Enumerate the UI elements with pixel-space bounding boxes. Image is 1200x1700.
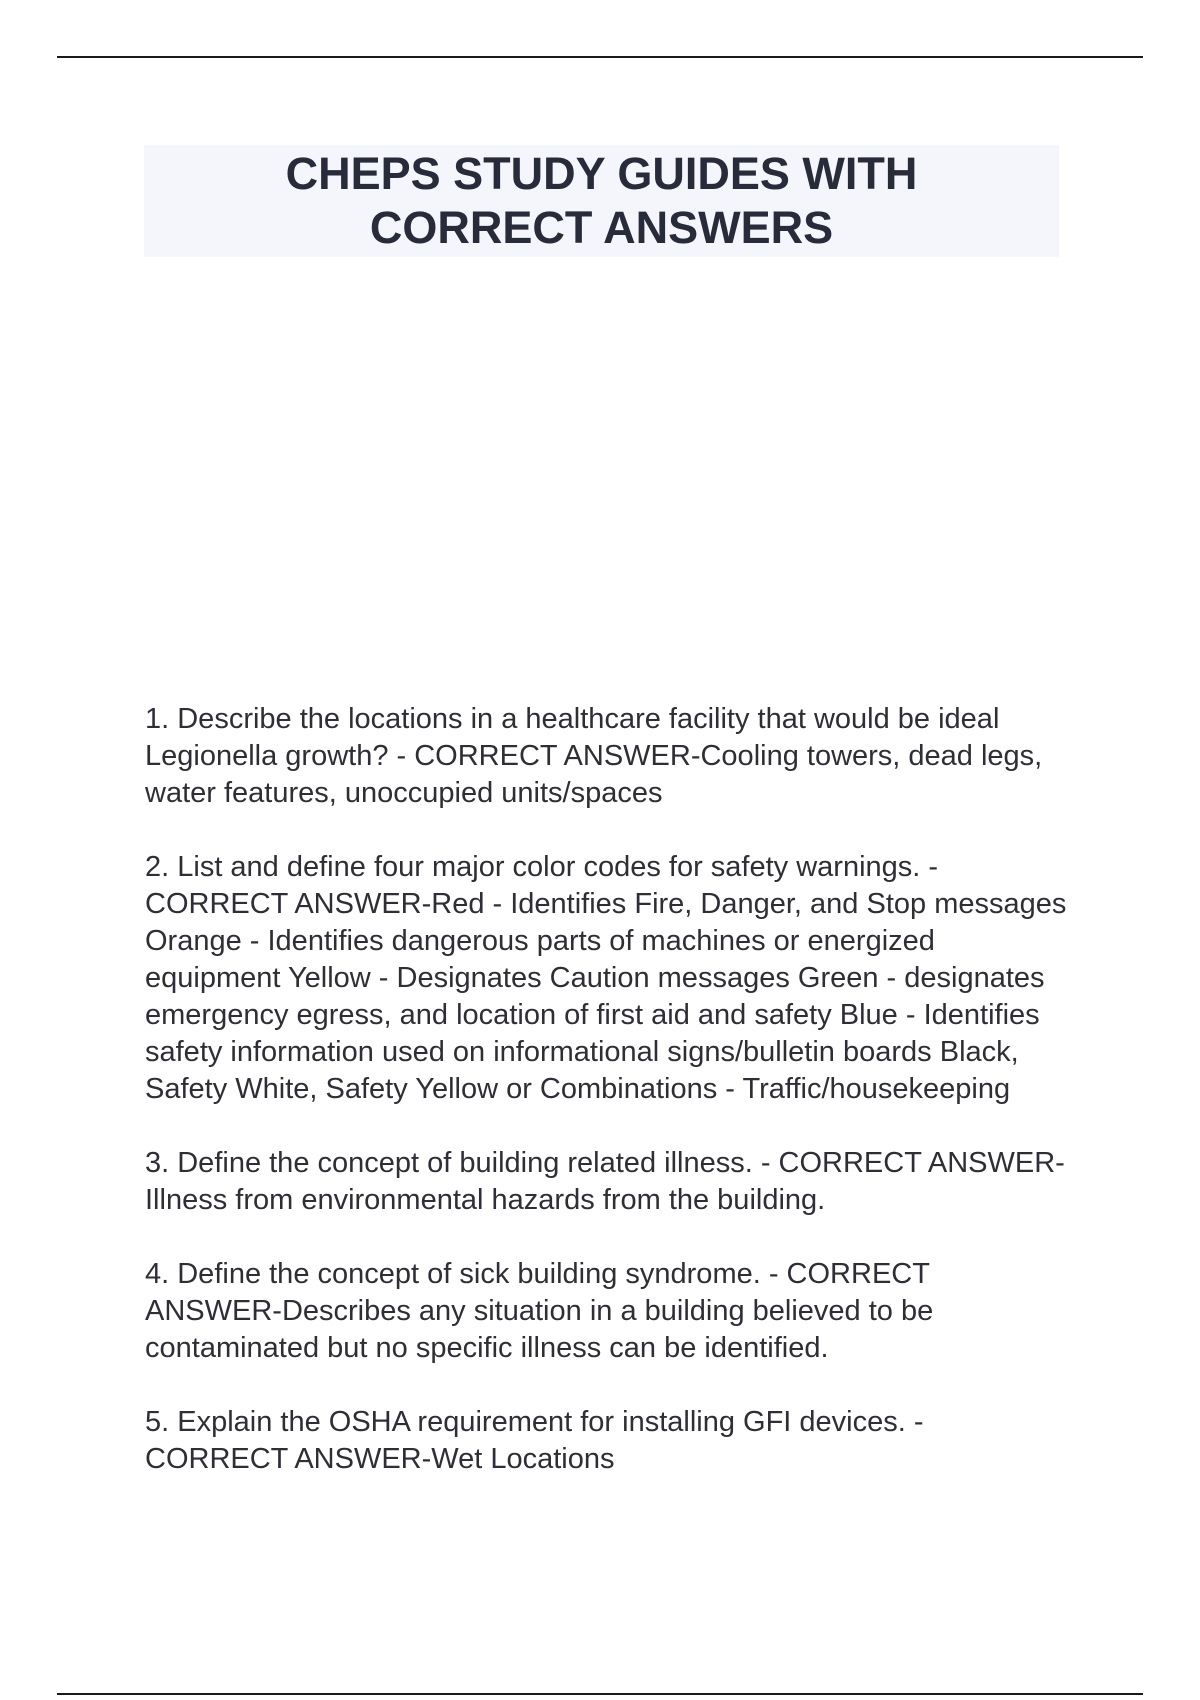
title-banner (144, 145, 1059, 257)
question-answer-list (145, 701, 1070, 1515)
question-item-1: 1. Describe the locations in a healthcare facility that would be ideal Legionella growth? - CORRECT ANSWER-Cooling towers, dead legs, water features, unoccupied units/spaces (145, 703, 1043, 809)
document-title: CHEPS STUDY GUIDES WITH CORRECT ANSWERS (285, 148, 918, 253)
question-item-5: 5. Explain the OSHA requirement for installing GFI devices. - CORRECT ANSWER-Wet Locations (145, 1406, 924, 1475)
question-item-3: 3. Define the concept of building related illness. - CORRECT ANSWER-Illness from environmental hazards from the building. (145, 1147, 1065, 1216)
top-divider (57, 56, 1143, 58)
bottom-divider (57, 1693, 1143, 1695)
question-item-2: 2. List and define four major color codes for safety warnings. - CORRECT ANSWER-Red - Identifies Fire, Danger, and Stop messages Orange - Identifies dangerous parts of machines or energized equipment Yellow - Designates Caution messages Green - designates emergency egress, and location of first aid and safety Blue - Identifies safety information used on informational signs/bulletin boards Black, Safety White, Safety Yellow or Combinations - Traffic/housekeeping (145, 851, 1067, 1105)
question-item-4: 4. Define the concept of sick building syndrome. - CORRECT ANSWER-Describes any situation in a building believed to be contaminated but no specific illness can be identified. (145, 1258, 934, 1364)
